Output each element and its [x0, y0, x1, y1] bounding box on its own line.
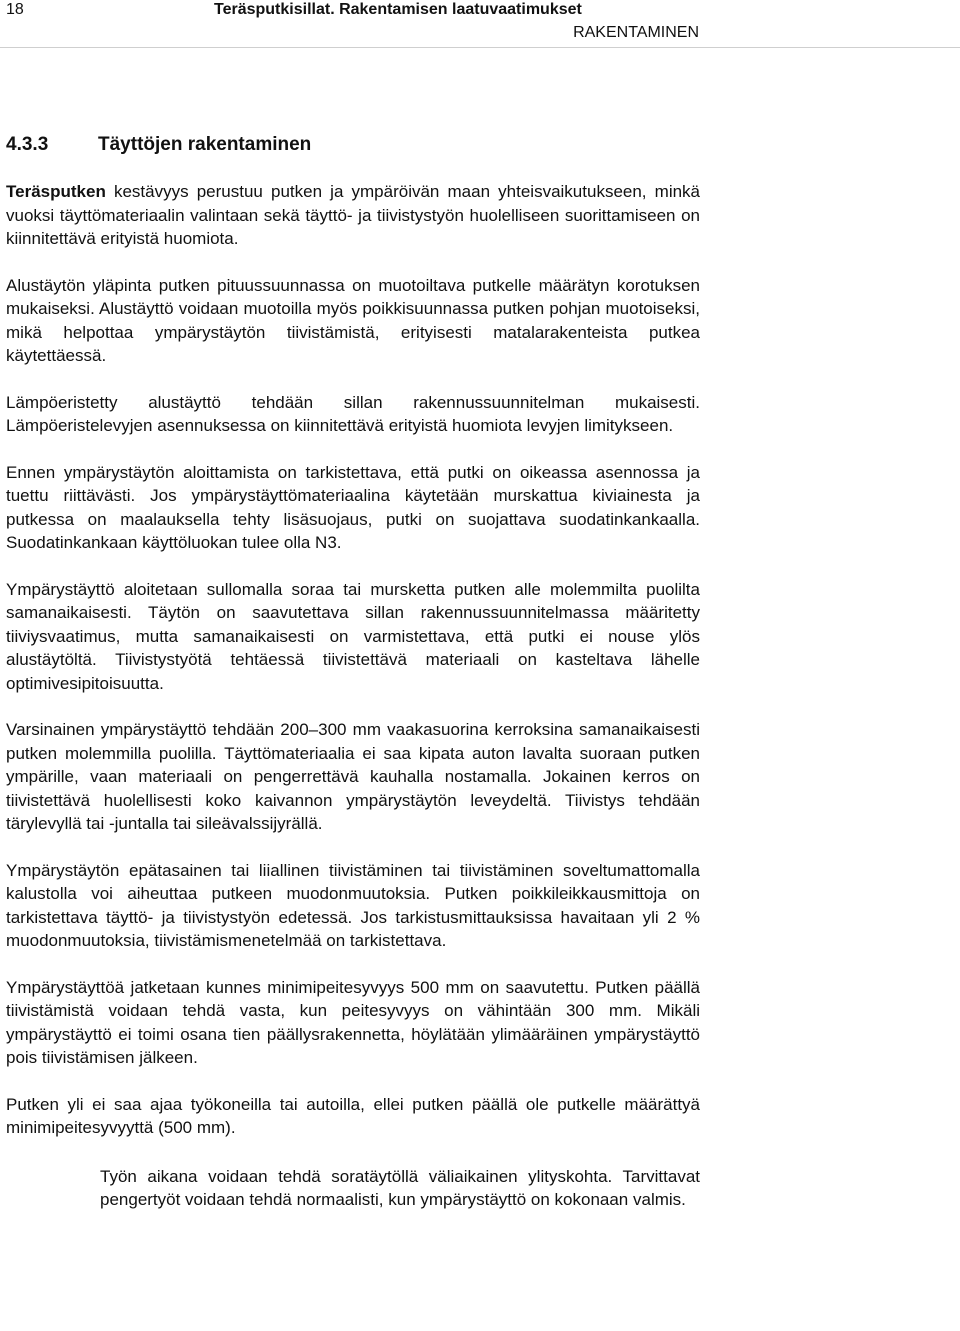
header-divider: [0, 47, 960, 48]
paragraph: Varsinainen ympärystäyttö tehdään 200–300 mm vaakasuorina kerroksina samanaikaisesti putken molemmilla puolilla. Täyttömateriaalia ei saa kipata auton lavalta suoraan putken ympärille, vaan materiaali on pengerrettävä kauhalla nostamalla. Jokainen kerros on tiivistettävä huolellisesti koko kaivannon ympärystäytön leveydeltä. Tiivistys tehdään tärylevyllä tai -juntalla tai sileävalssijyrällä.: [6, 720, 700, 833]
paragraph: Lämpöeristetty alustäyttö tehdään sillan rakennussuunnitelman mukaisesti. Lämpöeristelevyjen asennuksessa on kiinnitettävä erityistä huomiota levyjen limitykseen.: [6, 392, 700, 435]
section-title: Täyttöjen rakentaminen: [98, 134, 312, 155]
paragraph: Ennen ympärystäytön aloittamista on tarkistettava, että putki on oikeassa asennossa ja tuettu riittävästi. Jos ympärystäyttömateriaalina käytetään murskattua kiviainesta ja putkessa on maalauksella tehty lisäsuojaus, putki on suojattava suodatinkankaalla. Suodatinkankaan käyttöluokan tulee olla N3.: [6, 462, 700, 552]
indented-note: Työn aikana voidaan tehdä soratäytöllä väliaikainen ylityskohta. Tarvittavat pengertyöt voidaan tehdä normaalisti, kun ympärystäyttö on kokonaan valmis.: [100, 1166, 700, 1209]
section-number: 4.3.3: [6, 134, 49, 155]
section-heading: [6, 133, 311, 157]
paragraph-lead-term: Teräsputken: [6, 182, 106, 201]
paragraph: Ympärystäyttöä jatketaan kunnes minimipeitesyvyys 500 mm on saavutettu. Putken päällä tiivistämistä voidaan tehdä vasta, kun peitesyvyys on vähintään 300 mm. Mikäli ympärystäyttö ei toimi osana tien päällysrakennetta, höylätään ylimääräinen ympärystäyttö pois tiivistämisen jälkeen.: [6, 977, 700, 1067]
paragraph: Putken yli ei saa ajaa työkoneilla tai autoilla, ellei putken päällä ole putkelle määrättyä minimipeitesyvyyttä (500 mm).: [6, 1094, 700, 1137]
paragraph: Ympärystäyttö aloitetaan sullomalla soraa tai mursketta putken alle molemmilta puolilta samanaikaisesti. Täytön on saavutettava sillan rakennussuunnitelmassa määritetty tiiviysvaatimus, mutta samanaikaisesti on varmistettava, että putki ei nouse ylös alustäytöltä. Tiivistystyötä tehtäessä tiivistettävä materiaali on kasteltava lähelle optimivesipitoisuutta.: [6, 579, 700, 693]
paragraph: Ympärystäytön epätasainen tai liiallinen tiivistäminen tai tiivistäminen soveltumattomalla kalustolla voi aiheuttaa putkeen muodonmuutoksia. Putken poikkileikkausmittoja on tarkistettava täyttö- ja tiivistystyön edetessä. Jos tarkistusmittauksissa havaitaan yli 2 % muodonmuutoksia, tiivistämismenetelmää on tarkistettava.: [6, 860, 700, 950]
page-header: [0, 0, 960, 50]
section-label: RAKENTAMINEN: [573, 24, 699, 41]
page-number: 18: [6, 1, 24, 18]
paragraph: Alustäytön yläpinta putken pituussuunnassa on muotoiltava putkelle määrätyn korotuksen mukaiseksi. Alustäyttö voidaan muotoilla myös poikkisuunnassa putken pohjan muotoiseksi, mikä helpottaa ympärystäytön tiivistämistä, erityisesti matalarakenteista putkea käytettäessä.: [6, 275, 700, 365]
body-text: [6, 180, 700, 1229]
document-title: Teräsputkisillat. Rakentamisen laatuvaatimukset: [214, 1, 582, 18]
paragraph-text: kestävyys perustuu putken ja ympäröivän maan yhteisvaikutukseen, minkä vuoksi täyttömateriaalin valintaan sekä täyttö- ja tiivistystyön huolelliseen suorittamiseen on kiinnitettävä erityistä huomiota.: [6, 182, 700, 248]
paragraph: [6, 180, 700, 251]
